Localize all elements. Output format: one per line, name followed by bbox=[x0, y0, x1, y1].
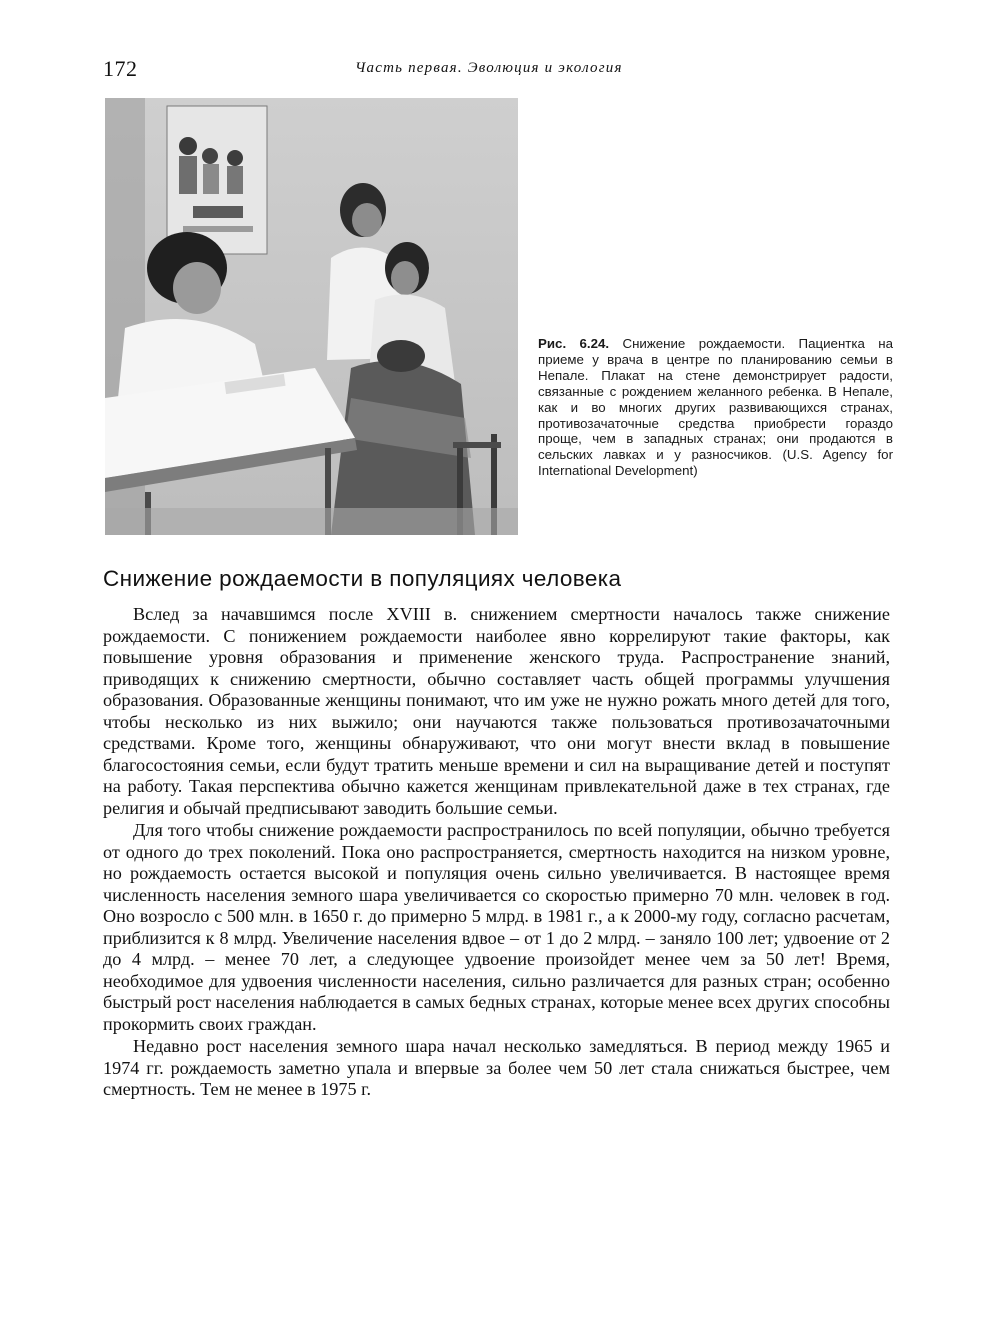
paragraph: Вслед за начавшимся после XVIII в. снижением смертности началось также снижение рождаемости. С понижением рождаемости наиболее явно коррелируют такие факторы, как повышение уровня образования и применение женского труда. Распространение знаний, приводящих к снижению смертности, обычно составляет часть общей программы улучшения образования. Образованные женщины понимают, что им уже не нужно рожать много детей для того, чтобы несколько из них выжило; они научаются также пользоваться противозачаточными средствами. Кроме того, женщины обнаруживают, что они могут внести вклад в повышение благосостояния семьи, если будут тратить меньше времени и сил на выращивание детей и поступят на работу. Такая перспектива обычно кажется женщинам привлекательной даже в тех странах, где религия и обычай предписывают заводить большие семьи. bbox=[103, 604, 890, 818]
figure-caption-text: Снижение рождаемости. Пациентка на приеме у врача в центре по планированию семьи в Непале. Плакат на стене демонстрирует радости, связанные с рождением желанного ребенка. В Непале, как и во многих других развивающихся странах, противозачаточные средства приобрести гораздо проще, чем в западных странах; они продаются в сельских лавках и у разносчиков. (U.S. Agency for International Development) bbox=[538, 336, 893, 479]
wall-poster bbox=[167, 106, 267, 254]
figure-photo bbox=[105, 98, 518, 535]
section-heading: Снижение рождаемости в популяциях человека bbox=[103, 566, 622, 591]
running-header: Часть первая. Эволюция и экология bbox=[355, 60, 623, 76]
page-number: 172 bbox=[103, 56, 138, 81]
figure-caption bbox=[538, 336, 893, 479]
figure-label: Рис. 6.24. bbox=[538, 336, 610, 351]
body-text bbox=[103, 604, 890, 1101]
paragraph: Недавно рост населения земного шара начал несколько замедляться. В период между 1965 и 1974 гг. рождаемость заметно упала и впервые за более чем 50 лет стала снижаться быстрее, чем смертность. Тем не менее в 1975 г. bbox=[103, 1036, 890, 1099]
paragraph: Для того чтобы снижение рождаемости распространилось по всей популяции, обычно требуется от одного до трех поколений. Пока оно распространяется, смертность находится на низком уровне, но рождаемость остается высокой и популяция очень сильно увеличивается. В настоящее время численность населения земного шара увеличивается со скоростью примерно 70 млн. человек в год. Оно возросло с 500 млн. в 1650 г. до примерно 5 млрд. в 1981 г., а к 2000-му году, согласно расчетам, приблизится к 8 млрд. Увеличение населения вдвое – от 1 до 2 млрд. – заняло 100 лет; удвоение от 2 до 4 млрд. – менее 70 лет, а следующее удвоение произойдет менее чем за 50 лет! Время, необходимое для удвоения численности населения, сильно различается для разных стран; особенно быстрый рост населения наблюдается в самых бедных странах, которые менее всех других способны прокормить своих граждан. bbox=[103, 820, 890, 1034]
photo-illustration bbox=[105, 98, 518, 535]
